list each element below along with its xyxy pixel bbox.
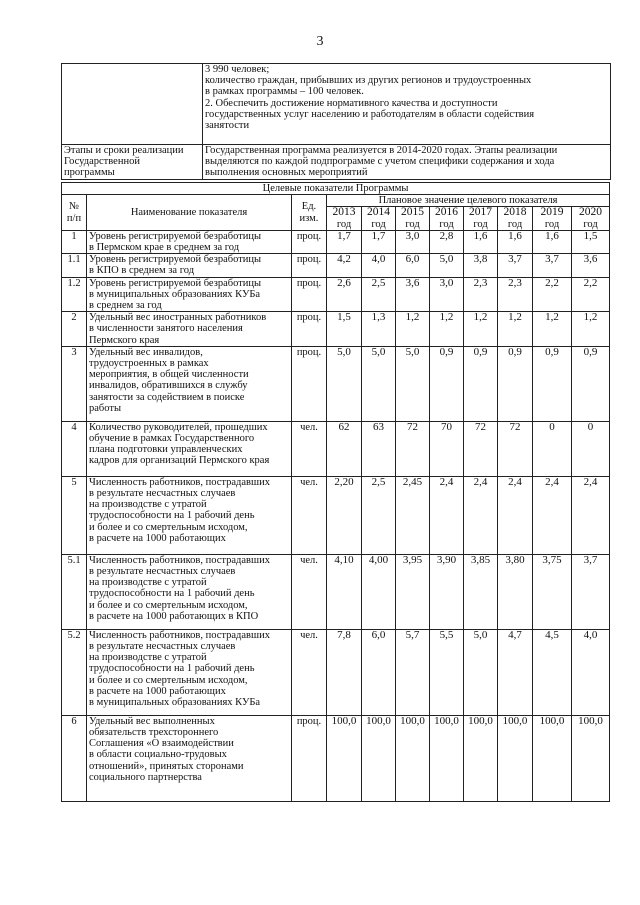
year-label: 2015	[401, 206, 424, 219]
value-cell: 2,3	[464, 277, 498, 312]
name-line: плана подготовки управленческих	[89, 444, 243, 456]
year-suffix: год	[583, 218, 598, 230]
col-unit-header	[292, 195, 327, 231]
unit-cell: проц.	[292, 277, 327, 312]
value-cell: 100,0	[396, 715, 430, 801]
value-cell: 2,4	[498, 476, 533, 554]
table-row	[62, 254, 610, 277]
value-cell: 7,8	[327, 629, 362, 715]
indicator-rows	[62, 230, 610, 801]
value-cell: 1,6	[498, 230, 533, 253]
row-number: 2	[62, 312, 87, 347]
stages-label	[62, 145, 203, 180]
year-header	[396, 207, 430, 230]
label-line: программы	[64, 167, 115, 179]
text-line: выполнения основных мероприятий	[205, 167, 368, 179]
text-line: государственных услуг населению и работодателям в области содействия	[205, 108, 535, 120]
value-cell: 1,2	[396, 312, 430, 347]
value-cell: 72	[498, 421, 533, 476]
name-line: Удельный вес иностранных работников	[89, 312, 267, 324]
table-row	[62, 554, 610, 629]
row-number: 4	[62, 421, 87, 476]
value-cell: 2,4	[572, 476, 610, 554]
value-cell: 1,6	[533, 230, 572, 253]
text-line: выделяются по каждой подпрограмме с учетом специфики содержания и хода	[205, 156, 555, 168]
name-line: и более и со смертельным исходом,	[89, 599, 248, 611]
value-cell: 3,90	[430, 554, 464, 629]
table-row	[62, 312, 610, 347]
text-line: 2. Обеспечить достижение нормативного качества и доступности	[205, 97, 498, 109]
table-row	[62, 277, 610, 312]
name-line: в результате несчастных случаев	[89, 566, 236, 578]
name-line: работы	[89, 402, 122, 414]
value-cell: 1,2	[430, 312, 464, 347]
value-cell: 4,5	[533, 629, 572, 715]
stages-text	[203, 145, 611, 180]
name-line: в области социально-трудовых	[89, 749, 227, 761]
value-cell: 0,9	[572, 346, 610, 421]
text-line: Государственная программа реализуется в 2014-2020 годах. Этапы реализации	[205, 145, 558, 156]
value-cell: 1,7	[327, 230, 362, 253]
value-cell: 100,0	[533, 715, 572, 801]
value-cell: 3,0	[396, 230, 430, 253]
name-line: обязательств трехстороннего	[89, 727, 219, 739]
year-header	[327, 207, 362, 230]
value-cell: 2,4	[464, 476, 498, 554]
value-cell: 5,0	[430, 254, 464, 277]
value-cell: 1,2	[464, 312, 498, 347]
name-line: на производстве с утратой	[89, 652, 207, 664]
indicator-name	[87, 715, 292, 801]
name-line: Численность работников, пострадавших	[89, 476, 270, 488]
value-cell: 100,0	[430, 715, 464, 801]
indicator-name	[87, 554, 292, 629]
year-header	[430, 207, 464, 230]
value-cell: 4,10	[327, 554, 362, 629]
year-label: 2017	[469, 206, 492, 219]
unit-cell: проц.	[292, 715, 327, 801]
text-line: в рамках программы – 100 человек.	[205, 86, 364, 98]
year-header	[498, 207, 533, 230]
year-label: 2019	[540, 206, 564, 219]
year-label: 2018	[503, 206, 527, 219]
value-cell: 3,8	[464, 254, 498, 277]
unit-cell: чел.	[292, 421, 327, 476]
year-header	[572, 207, 610, 230]
name-line: в численности занятого населения	[89, 323, 243, 335]
value-cell: 2,20	[327, 476, 362, 554]
value-cell: 5,0	[396, 346, 430, 421]
unit-cell: чел.	[292, 476, 327, 554]
value-cell: 0,9	[464, 346, 498, 421]
value-cell: 1,5	[327, 312, 362, 347]
value-cell: 62	[327, 421, 362, 476]
program-passport-table	[61, 63, 611, 180]
name-line: Удельный вес инвалидов,	[89, 346, 203, 358]
header-line: п/п	[66, 212, 82, 224]
value-cell: 3,85	[464, 554, 498, 629]
name-line: в расчете на 1000 работающих	[89, 532, 226, 544]
value-cell: 72	[396, 421, 430, 476]
value-cell: 63	[362, 421, 396, 476]
year-header	[362, 207, 396, 230]
year-suffix: год	[507, 218, 523, 230]
value-cell: 1,6	[464, 230, 498, 253]
year-label: 2014	[367, 206, 390, 219]
name-line: в муниципальных образованиях КУБа	[89, 697, 261, 709]
name-line: в КПО в среднем за год	[89, 265, 195, 277]
value-cell: 70	[430, 421, 464, 476]
name-line: обучение в рамках Государственного	[89, 433, 255, 445]
value-cell: 1,2	[498, 312, 533, 347]
year-suffix: год	[439, 218, 454, 230]
value-cell: 1,2	[572, 312, 610, 347]
year-suffix: год	[405, 218, 420, 230]
value-cell: 2,2	[572, 277, 610, 312]
name-line: и более и со смертельным исходом,	[89, 674, 248, 686]
year-suffix: год	[473, 218, 488, 230]
name-line: Уровень регистрируемой безработицы	[89, 254, 262, 266]
value-cell: 2,4	[533, 476, 572, 554]
indicator-name	[87, 230, 292, 253]
row-number: 3	[62, 346, 87, 421]
indicator-name	[87, 312, 292, 347]
name-line: мероприятия, в общей численности	[89, 369, 249, 381]
name-line: кадров для организаций Пермского края	[89, 455, 270, 467]
text-line: 3 990 человек;	[205, 64, 270, 75]
text-line: количество граждан, прибывших из других регионов и трудоустроенных	[205, 75, 532, 87]
label-line: Государственной	[64, 156, 140, 168]
name-line: и более и со смертельным исходом,	[89, 521, 248, 533]
indicators-table	[61, 182, 610, 802]
year-suffix: год	[544, 218, 560, 230]
table-row	[62, 421, 610, 476]
text-line: занятости	[205, 120, 250, 132]
table-row	[62, 346, 610, 421]
year-suffix: год	[336, 218, 352, 230]
unit-cell: проц.	[292, 254, 327, 277]
indicator-name	[87, 476, 292, 554]
name-line: Количество руководителей, прошедших	[89, 421, 268, 433]
value-cell: 2,45	[396, 476, 430, 554]
header-line: Ед.	[301, 201, 317, 213]
continuation-text	[203, 64, 611, 145]
continuation-row	[62, 64, 611, 145]
name-line: трудоустроенных в рамках	[89, 358, 209, 370]
value-cell: 0	[572, 421, 610, 476]
row-number: 5.1	[62, 554, 87, 629]
value-cell: 3,6	[396, 277, 430, 312]
value-cell: 5,7	[396, 629, 430, 715]
name-line: Уровень регистрируемой безработицы	[89, 277, 262, 289]
value-cell: 2,2	[533, 277, 572, 312]
year-label: 2016	[435, 206, 458, 219]
value-cell: 100,0	[572, 715, 610, 801]
stages-row	[62, 145, 611, 180]
value-cell: 2,5	[362, 476, 396, 554]
indicator-name	[87, 254, 292, 277]
section-title-row	[62, 183, 610, 195]
value-cell: 6,0	[396, 254, 430, 277]
value-cell: 0,9	[533, 346, 572, 421]
label-line: Этапы и сроки реализации	[64, 145, 184, 156]
value-cell: 3,6	[572, 254, 610, 277]
name-line: в Пермском крае в среднем за год	[89, 242, 240, 254]
year-suffix: год	[371, 218, 386, 230]
section-title: Целевые показатели Программы	[62, 183, 610, 195]
year-header	[533, 207, 572, 230]
name-line: Численность работников, пострадавших	[89, 629, 270, 641]
unit-cell: проц.	[292, 312, 327, 347]
indicator-name	[87, 277, 292, 312]
year-header	[464, 207, 498, 230]
value-cell: 4,0	[572, 629, 610, 715]
header-row	[62, 195, 610, 207]
page-number: 3	[316, 34, 324, 49]
name-line: в результате несчастных случаев	[89, 488, 236, 500]
row-number: 5	[62, 476, 87, 554]
name-line: социального партнерства	[89, 771, 202, 783]
row-number: 6	[62, 715, 87, 801]
row-number: 1.2	[62, 277, 87, 312]
header-line: №	[68, 201, 80, 213]
value-cell: 2,6	[327, 277, 362, 312]
value-cell: 3,95	[396, 554, 430, 629]
value-cell: 5,0	[327, 346, 362, 421]
value-cell: 3,75	[533, 554, 572, 629]
table-row	[62, 476, 610, 554]
value-cell: 0,9	[498, 346, 533, 421]
value-cell: 3,80	[498, 554, 533, 629]
name-line: трудоспособности на 1 рабочий день	[89, 663, 255, 675]
value-cell: 2,3	[498, 277, 533, 312]
table-row	[62, 715, 610, 801]
value-cell: 72	[464, 421, 498, 476]
name-line: занятости за содействием в поиске	[89, 391, 245, 403]
value-cell: 4,7	[498, 629, 533, 715]
value-cell: 4,0	[362, 254, 396, 277]
value-cell: 3,0	[430, 277, 464, 312]
name-line: на производстве с утратой	[89, 577, 207, 589]
unit-cell: чел.	[292, 554, 327, 629]
indicator-name	[87, 421, 292, 476]
name-line: Соглашения «О взаимодействии	[89, 738, 234, 750]
row-number: 1.1	[62, 254, 87, 277]
value-cell: 1,7	[362, 230, 396, 253]
value-cell: 0,9	[430, 346, 464, 421]
name-line: в расчете на 1000 работающих в КПО	[89, 610, 259, 622]
unit-cell: проц.	[292, 346, 327, 421]
value-cell: 5,0	[362, 346, 396, 421]
table-row	[62, 230, 610, 253]
value-cell: 5,0	[464, 629, 498, 715]
value-cell: 2,4	[430, 476, 464, 554]
value-cell: 4,2	[327, 254, 362, 277]
row-number: 1	[62, 230, 87, 253]
name-line: в среднем за год	[89, 300, 162, 312]
value-cell: 3,7	[533, 254, 572, 277]
col-name-header: Наименование показателя	[87, 195, 292, 231]
indicator-name	[87, 346, 292, 421]
name-line: на производстве с утратой	[89, 499, 207, 511]
value-cell: 100,0	[464, 715, 498, 801]
value-cell: 3,7	[498, 254, 533, 277]
header-line: изм.	[299, 212, 319, 224]
year-label: 2020	[579, 206, 603, 219]
name-line: Уровень регистрируемой безработицы	[89, 230, 262, 242]
value-cell: 100,0	[327, 715, 362, 801]
empty-label-cell	[62, 64, 203, 145]
unit-cell: чел.	[292, 629, 327, 715]
name-line: инвалидов, обратившихся в службу	[89, 380, 248, 392]
row-number: 5.2	[62, 629, 87, 715]
name-line: Численность работников, пострадавших	[89, 554, 270, 566]
value-cell: 1,2	[533, 312, 572, 347]
col-no-header	[62, 195, 87, 231]
col-plan-header: Плановое значение целевого показателя	[327, 195, 610, 207]
name-line: отношений», принятых сторонами	[89, 760, 244, 772]
value-cell: 4,00	[362, 554, 396, 629]
value-cell: 2,8	[430, 230, 464, 253]
value-cell: 2,5	[362, 277, 396, 312]
value-cell: 1,3	[362, 312, 396, 347]
value-cell: 100,0	[362, 715, 396, 801]
name-line: трудоспособности на 1 рабочий день	[89, 588, 255, 600]
value-cell: 3,7	[572, 554, 610, 629]
name-line: в муниципальных образованиях КУБа	[89, 288, 261, 300]
value-cell: 5,5	[430, 629, 464, 715]
year-label: 2013	[332, 206, 356, 219]
name-line: трудоспособности на 1 рабочий день	[89, 510, 255, 522]
name-line: в результате несчастных случаев	[89, 641, 236, 653]
name-line: Пермского края	[89, 334, 160, 346]
indicator-name	[87, 629, 292, 715]
unit-cell: проц.	[292, 230, 327, 253]
value-cell: 0	[533, 421, 572, 476]
value-cell: 6,0	[362, 629, 396, 715]
name-line: в расчете на 1000 работающих	[89, 685, 226, 697]
value-cell: 1,5	[572, 230, 610, 253]
name-line: Удельный вес выполненных	[89, 715, 215, 727]
table-row	[62, 629, 610, 715]
value-cell: 100,0	[498, 715, 533, 801]
